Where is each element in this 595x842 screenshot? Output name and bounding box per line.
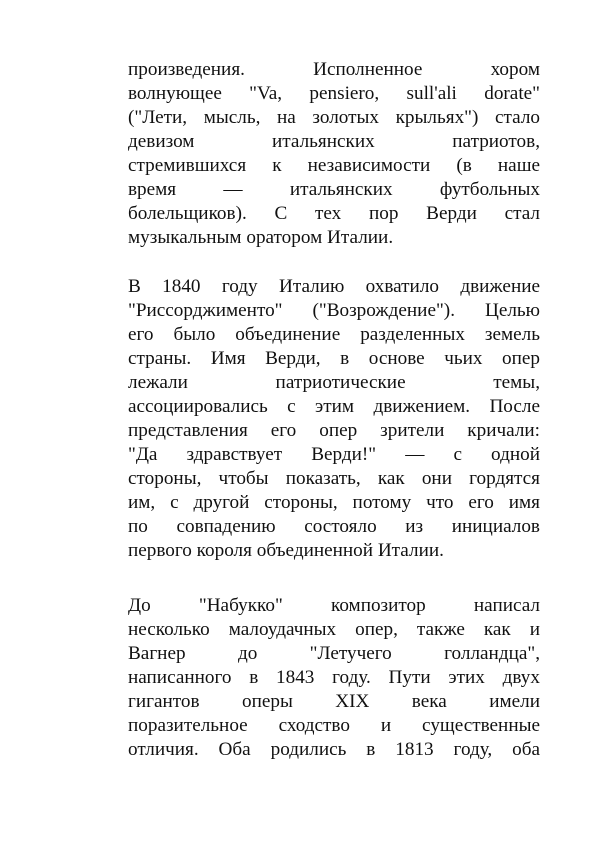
- text-line: "Да здравствует Верди!" — с одной: [128, 444, 540, 465]
- text-line: несколько малоудачных опер, также как и: [128, 619, 540, 640]
- paragraph-3: [128, 594, 540, 762]
- text-line: стороны, чтобы показать, как они гордятся: [128, 468, 540, 489]
- text-line: ("Лети, мысль, на золотых крыльях") стало: [128, 107, 540, 128]
- text-line: произведения. Исполненное хором: [128, 59, 540, 80]
- paragraph-2: [128, 275, 540, 563]
- text-line: болельщиков). С тех пор Верди стал: [128, 203, 540, 224]
- text-line: Вагнер до "Летучего голландца",: [128, 643, 540, 664]
- text-line: им, с другой стороны, потому что его имя: [128, 492, 540, 513]
- text-line: девизом итальянских патриотов,: [128, 131, 540, 152]
- text-line: время — итальянских футбольных: [128, 179, 540, 200]
- text-line: представления его опер зрители кричали:: [128, 420, 540, 441]
- text-line: "Риссорджименто" ("Возрождение"). Целью: [128, 300, 540, 321]
- paragraph-1: [128, 58, 540, 250]
- text-line: страны. Имя Верди, в основе чьих опер: [128, 348, 540, 369]
- text-line: ассоциировались с этим движением. После: [128, 396, 540, 417]
- text-line: написанного в 1843 году. Пути этих двух: [128, 667, 540, 688]
- text-line: гигантов оперы XIX века имели: [128, 691, 540, 712]
- text-line: первого короля объединенной Италии.: [128, 540, 444, 561]
- text-line: До "Набукко" композитор написал: [128, 595, 540, 616]
- text-line: В 1840 году Италию охватило движение: [128, 276, 540, 297]
- text-line: музыкальным оратором Италии.: [128, 227, 394, 248]
- text-line: лежали патриотические темы,: [128, 372, 540, 393]
- text-line: стремившихся к независимости (в наше: [128, 155, 540, 176]
- text-line: волнующее "Va, pensiero, sull'ali dorate": [128, 83, 540, 104]
- text-line: поразительное сходство и существенные: [128, 715, 540, 736]
- text-line: отличия. Оба родились в 1813 году, оба: [128, 739, 540, 760]
- text-line: его было объединение разделенных земель: [128, 324, 540, 345]
- text-line: по совпадению состояло из инициалов: [128, 516, 540, 537]
